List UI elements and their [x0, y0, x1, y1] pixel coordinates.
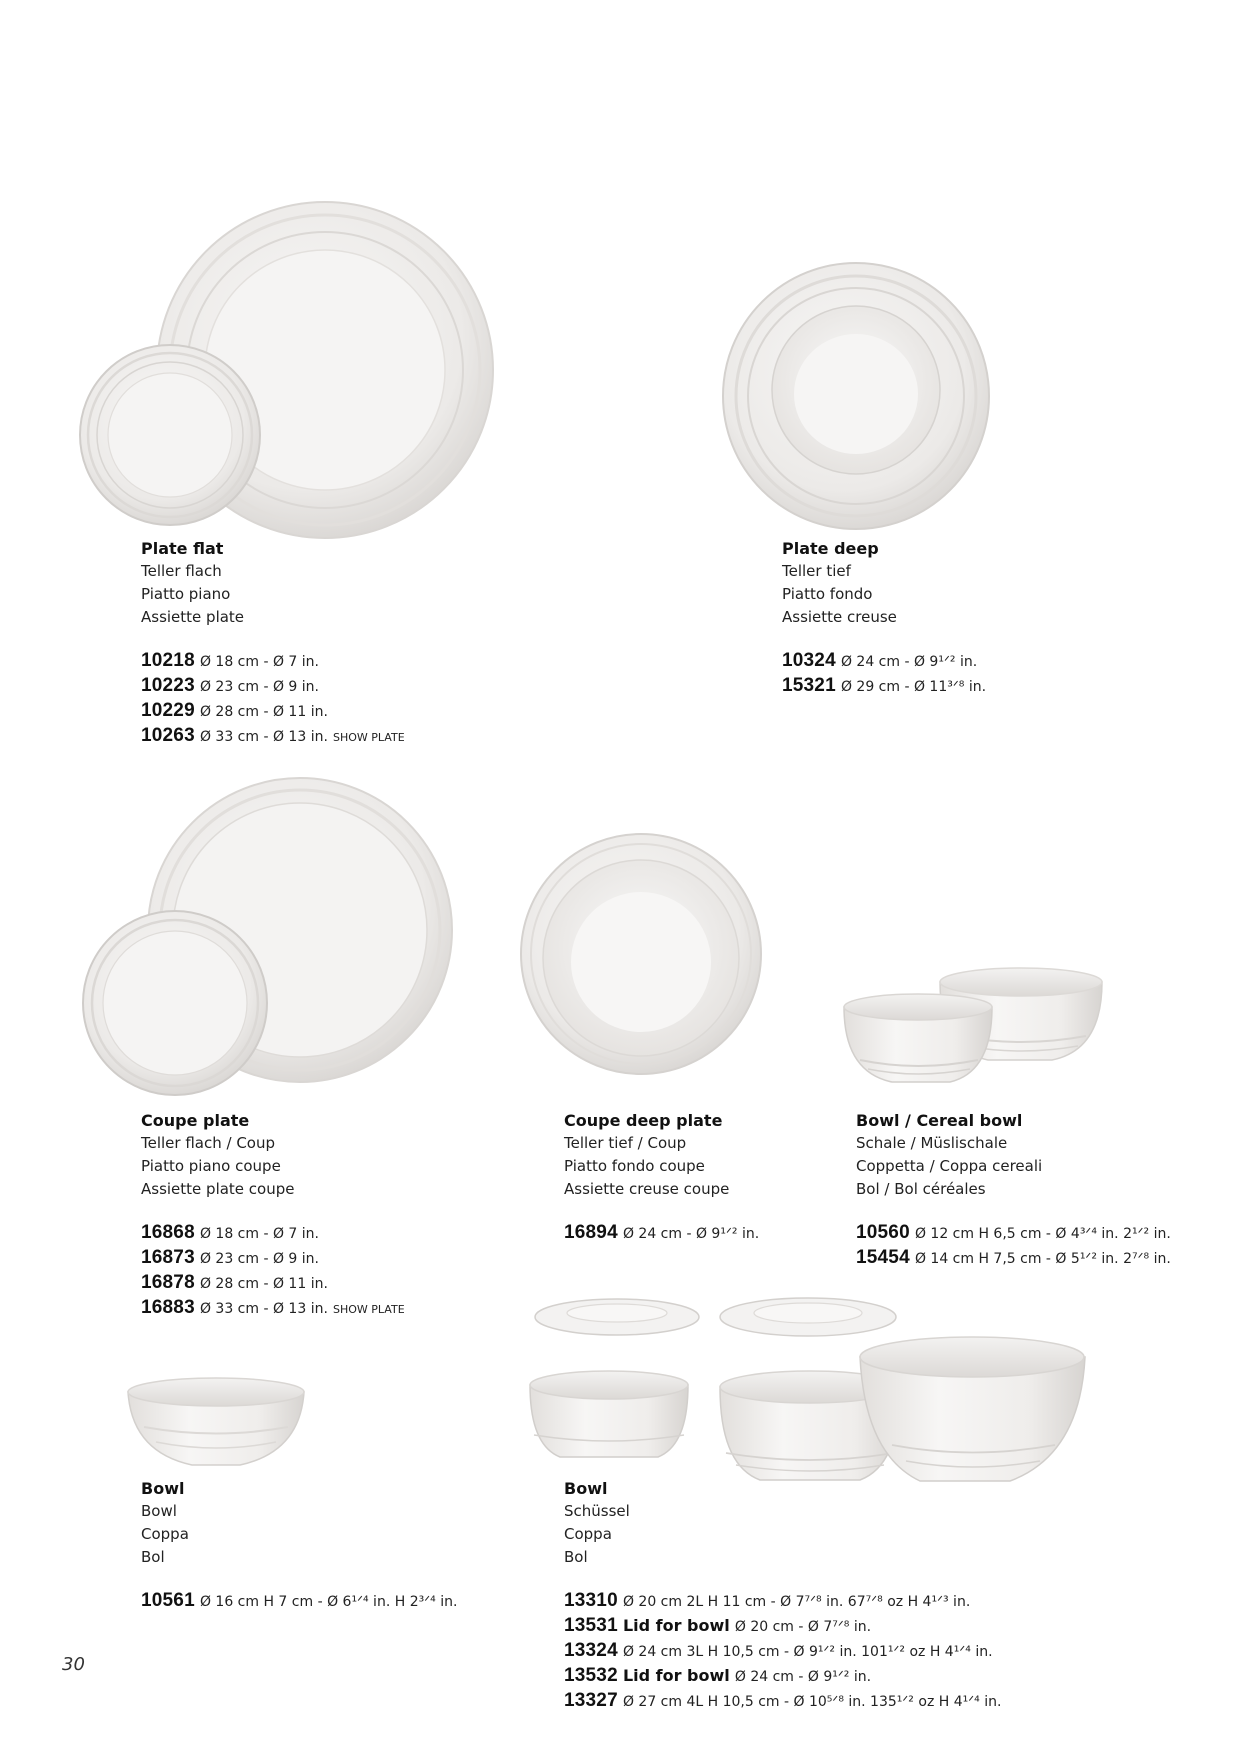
item-code: 16894	[564, 1222, 618, 1243]
product-item	[141, 649, 405, 674]
product-item	[141, 1271, 405, 1296]
product-title: Bowl	[141, 1479, 185, 1498]
item-code: 10560	[856, 1222, 910, 1243]
cereal-bowls-image	[840, 962, 1110, 1097]
product-translation-de: Bowl	[141, 1502, 177, 1520]
item-code: 16868	[141, 1222, 195, 1243]
product-translation-it: Coppa	[564, 1525, 612, 1543]
item-code: 10263	[141, 725, 195, 746]
item-size: Ø 24 cm - Ø 9¹ᐟ² in.	[840, 654, 978, 670]
item-size: Ø 20 cm 2L H 11 cm - Ø 7⁷ᐟ⁸ in. 67⁷ᐟ⁸ oz H 4¹ᐟ³ in.	[622, 1594, 971, 1610]
item-size: Ø 23 cm - Ø 9 in.	[199, 679, 319, 695]
item-code: 10218	[141, 650, 195, 671]
item-code: 10561	[141, 1590, 195, 1611]
product-plate-flat	[141, 537, 405, 749]
item-code: 10229	[141, 700, 195, 721]
item-code: 13531	[564, 1615, 618, 1636]
product-bowl	[141, 1477, 457, 1614]
item-size: Ø 24 cm - Ø 9¹ᐟ² in.	[622, 1226, 760, 1242]
product-item	[564, 1589, 1001, 1614]
product-item	[564, 1639, 1001, 1664]
product-translation-fr: Assiette creuse	[782, 608, 897, 626]
item-size: Ø 14 cm H 7,5 cm - Ø 5¹ᐟ² in. 2⁷ᐟ⁸ in.	[914, 1251, 1171, 1267]
item-code: 16883	[141, 1297, 195, 1318]
bowls-with-lids-image	[520, 1295, 1095, 1495]
product-item	[141, 724, 405, 749]
item-code: 10223	[141, 675, 195, 696]
product-coupe-plate	[141, 1109, 405, 1321]
product-translation-fr: Bol	[564, 1548, 588, 1566]
product-item	[564, 1614, 1001, 1639]
product-translation-de: Teller tief / Coup	[564, 1134, 687, 1152]
product-item	[856, 1221, 1171, 1246]
item-size: Ø 28 cm - Ø 11 in.	[199, 1276, 328, 1292]
product-translation-it: Piatto fondo	[782, 585, 873, 603]
coupe-plate-image	[80, 775, 500, 1115]
product-title: Bowl / Cereal bowl	[856, 1111, 1023, 1130]
coupe-deep-plate-image	[518, 830, 768, 1080]
product-bowl-large	[564, 1477, 1001, 1714]
product-translation-it: Coppetta / Coppa cereali	[856, 1157, 1043, 1175]
item-size: Ø 23 cm - Ø 9 in.	[199, 1251, 319, 1267]
product-item	[564, 1689, 1001, 1714]
product-item	[141, 1246, 405, 1271]
item-code: 16878	[141, 1272, 195, 1293]
product-title: Plate flat	[141, 539, 224, 558]
product-cereal-bowl	[856, 1109, 1171, 1271]
page-number: 30	[62, 1654, 85, 1675]
item-size: Ø 24 cm 3L H 10,5 cm - Ø 9¹ᐟ² in. 101¹ᐟ² oz H 4¹ᐟ⁴ in.	[622, 1644, 993, 1660]
item-size: Ø 18 cm - Ø 7 in.	[199, 1226, 319, 1242]
product-translation-fr: Assiette plate coupe	[141, 1180, 295, 1198]
product-item	[141, 1296, 405, 1321]
item-code: 13324	[564, 1640, 618, 1661]
product-translation-de: Teller flach	[141, 562, 222, 580]
item-size: Ø 33 cm - Ø 13 in.	[199, 1301, 328, 1317]
product-translation-fr: Assiette creuse coupe	[564, 1180, 730, 1198]
item-lid-label: Lid for bowl	[622, 1616, 730, 1635]
item-note: SHOW PLATE	[333, 731, 405, 744]
product-item	[141, 1589, 457, 1614]
plate-deep-image	[718, 262, 998, 532]
product-plate-deep	[782, 537, 986, 699]
product-translation-de: Teller tief	[782, 562, 851, 580]
product-title: Coupe deep plate	[564, 1111, 723, 1130]
product-translation-it: Piatto piano	[141, 585, 231, 603]
item-size: Ø 33 cm - Ø 13 in.	[199, 729, 328, 745]
product-translation-it: Piatto fondo coupe	[564, 1157, 705, 1175]
item-code: 15321	[782, 675, 836, 696]
item-size: Ø 27 cm 4L H 10,5 cm - Ø 10⁵ᐟ⁸ in. 135¹ᐟ² oz H 4¹ᐟ⁴ in.	[622, 1694, 1002, 1710]
item-code: 16873	[141, 1247, 195, 1268]
plate-flat-image	[80, 200, 520, 550]
product-title: Coupe plate	[141, 1111, 250, 1130]
product-item	[141, 1221, 405, 1246]
item-code: 10324	[782, 650, 836, 671]
product-translation-de: Schale / Müslischale	[856, 1134, 1008, 1152]
product-translation-de: Teller flach / Coup	[141, 1134, 276, 1152]
product-title: Plate deep	[782, 539, 879, 558]
product-translation-fr: Bol	[141, 1548, 165, 1566]
item-note: SHOW PLATE	[333, 1303, 405, 1316]
product-title: Bowl	[564, 1479, 608, 1498]
item-size: Ø 16 cm H 7 cm - Ø 6¹ᐟ⁴ in. H 2³ᐟ⁴ in.	[199, 1594, 458, 1610]
product-item	[141, 674, 405, 699]
product-translation-de: Schüssel	[564, 1502, 630, 1520]
item-code: 13310	[564, 1590, 618, 1611]
product-item	[856, 1246, 1171, 1271]
item-code: 13532	[564, 1665, 618, 1686]
item-code: 15454	[856, 1247, 910, 1268]
item-size: Ø 20 cm - Ø 7⁷ᐟ⁸ in.	[734, 1619, 872, 1635]
item-size: Ø 28 cm - Ø 11 in.	[199, 704, 328, 720]
item-size: Ø 24 cm - Ø 9¹ᐟ² in.	[734, 1669, 872, 1685]
product-translation-it: Piatto piano coupe	[141, 1157, 281, 1175]
product-item	[564, 1664, 1001, 1689]
product-translation-fr: Bol / Bol céréales	[856, 1180, 986, 1198]
product-coupe-deep-plate	[564, 1109, 759, 1246]
bowl-image	[122, 1372, 312, 1472]
item-lid-label: Lid for bowl	[622, 1666, 730, 1685]
product-item	[141, 699, 405, 724]
item-code: 13327	[564, 1690, 618, 1711]
product-item	[782, 649, 986, 674]
item-size: Ø 18 cm - Ø 7 in.	[199, 654, 319, 670]
product-translation-it: Coppa	[141, 1525, 189, 1543]
item-size: Ø 12 cm H 6,5 cm - Ø 4³ᐟ⁴ in. 2¹ᐟ² in.	[914, 1226, 1171, 1242]
product-item	[564, 1221, 759, 1246]
product-translation-fr: Assiette plate	[141, 608, 245, 626]
product-item	[782, 674, 986, 699]
item-size: Ø 29 cm - Ø 11³ᐟ⁸ in.	[840, 679, 987, 695]
